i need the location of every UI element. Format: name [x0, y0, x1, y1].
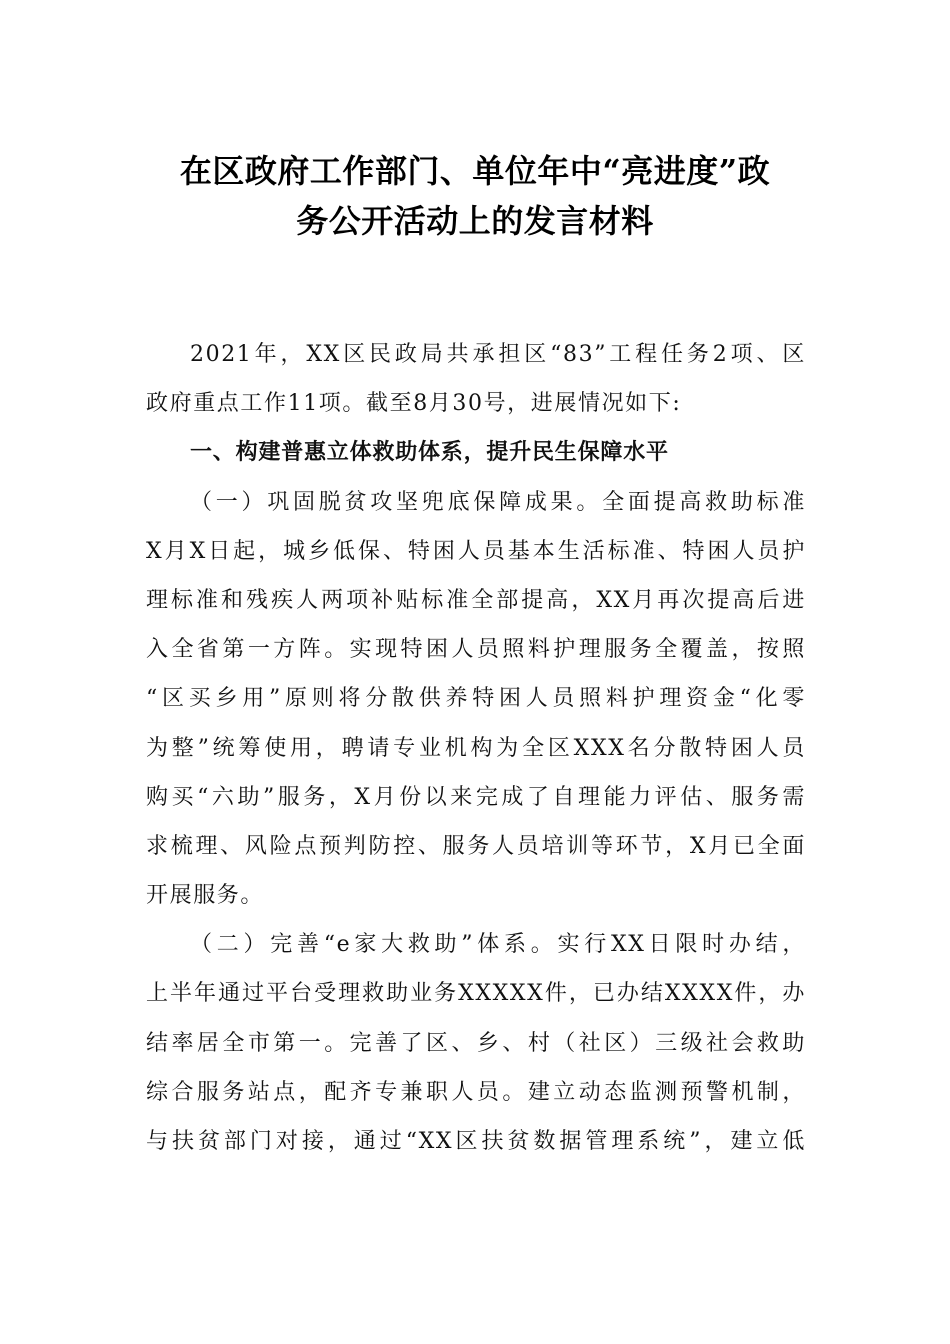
- paragraph-intro-line: 政府重点工作11项。截至8月30号，进展情况如下:: [146, 391, 682, 417]
- document-body: [146, 330, 806, 1166]
- paragraph-line: “区买乡用”原则将分散供养特困人员照料护理资金“化零: [146, 686, 806, 712]
- paragraph-line: （二）完善“e家大救助”体系。实行XX日限时办结，: [190, 932, 806, 958]
- paragraph-intro-line: 2021年，XX区民政局共承担区“83”工程任务2项、区: [190, 342, 806, 367]
- paragraph-line: 上半年通过平台受理救助业务XXXXX件，已办结XXXX件，办: [146, 981, 806, 1007]
- paragraph-line: X月X日起，城乡低保、特困人员基本生活标准、特困人员护: [146, 538, 806, 564]
- title-line: 务公开活动上的发言材料: [296, 202, 654, 240]
- paragraph-line: 理标准和残疾人两项补贴标准全部提高，XX月再次提高后进: [146, 587, 806, 613]
- paragraph-line: 综合服务站点，配齐专兼职人员。建立动态监测预警机制，: [146, 1079, 806, 1105]
- paragraph-line: 求梳理、风险点预判防控、服务人员培训等环节，X月已全面: [146, 833, 806, 859]
- paragraph-line: 购买“六助”服务，X月份以来完成了自理能力评估、服务需: [146, 784, 806, 810]
- document-title: [140, 146, 810, 246]
- paragraph-line: 结率居全市第一。完善了区、乡、村（社区）三级社会救助: [146, 1030, 806, 1056]
- section-heading: 一、构建普惠立体救助体系，提升民生保障水平: [190, 440, 669, 466]
- paragraph-line: 开展服务。: [146, 883, 265, 909]
- paragraph-line: （一）巩固脱贫攻坚兜底保障成果。全面提高救助标准: [190, 489, 806, 515]
- title-line: 在区政府工作部门、单位年中“亮进度”政: [179, 152, 771, 190]
- paragraph-line: 与扶贫部门对接，通过“XX区扶贫数据管理系统”，建立低: [146, 1129, 806, 1154]
- paragraph-line: 为整”统筹使用，聘请专业机构为全区XXX名分散特困人员: [146, 735, 806, 761]
- paragraph-line: 入全省第一方阵。实现特困人员照料护理服务全覆盖，按照: [146, 637, 806, 663]
